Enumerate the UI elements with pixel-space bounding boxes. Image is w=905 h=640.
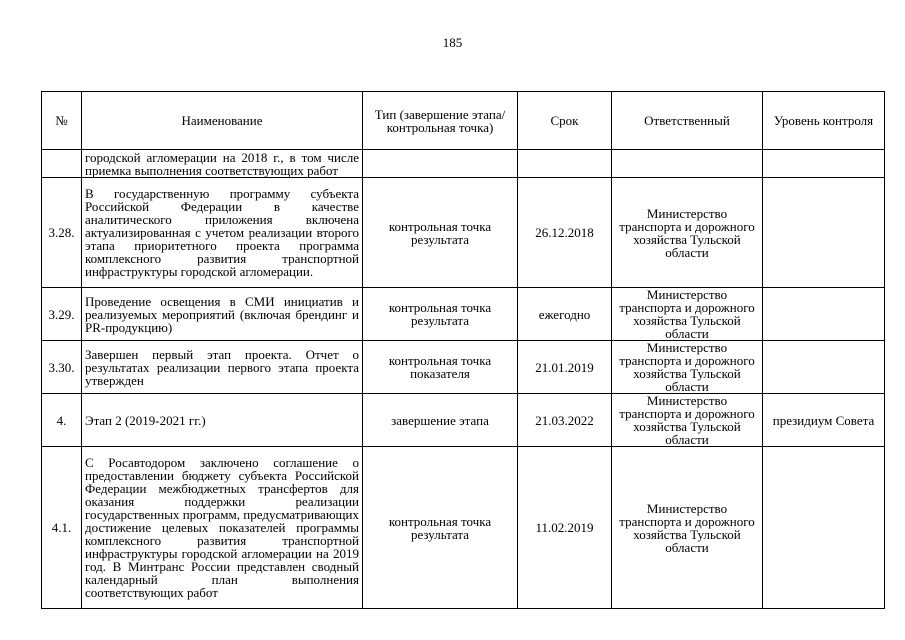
table-header-row (42, 92, 885, 150)
row-num (42, 150, 82, 178)
row-name: Завершен первый этап проекта. Отчет о результатах реализации первого этапа проекта утвержден (82, 341, 363, 394)
row-num: 3.29. (42, 288, 82, 341)
row-type: контрольная точка результата (363, 178, 518, 288)
row-date (518, 150, 612, 178)
row-responsible: Министерство транспорта и дорожного хозяйства Тульской области (612, 341, 763, 394)
row-responsible: Министерство транспорта и дорожного хозяйства Тульской области (612, 178, 763, 288)
table-row (42, 341, 885, 394)
col-header-num: № (42, 92, 82, 150)
table-row (42, 394, 885, 447)
row-name: городской агломерации на 2018 г., в том числе приемка выполнения соответствующих работ (82, 150, 363, 178)
row-level (763, 150, 885, 178)
row-date: 21.01.2019 (518, 341, 612, 394)
row-name: Этап 2 (2019-2021 гг.) (82, 394, 363, 447)
row-num: 3.30. (42, 341, 82, 394)
row-responsible (612, 150, 763, 178)
col-header-responsible: Ответственный (612, 92, 763, 150)
row-name: С Росавтодором заключено соглашение о предоставлении бюджету субъекта Российской Федерации межбюджетных трансфертов для оказания поддержки реализации государственных программ, предусматривающих достижение целевых показателей программы комплексного развития транспортной инфраструктуры городской агломерации на 2019 год. В Минтранс России представлен сводный календарный план выполнения соответствующих работ (82, 447, 363, 609)
row-type: контрольная точка результата (363, 447, 518, 609)
table-row (42, 288, 885, 341)
row-num: 3.28. (42, 178, 82, 288)
row-date: ежегодно (518, 288, 612, 341)
row-level (763, 447, 885, 609)
col-header-name: Наименование (82, 92, 363, 150)
row-level (763, 178, 885, 288)
row-type: контрольная точка результата (363, 288, 518, 341)
table-row (42, 178, 885, 288)
row-level (763, 288, 885, 341)
row-num: 4. (42, 394, 82, 447)
row-type: контрольная точка показателя (363, 341, 518, 394)
row-date: 11.02.2019 (518, 447, 612, 609)
row-type (363, 150, 518, 178)
control-points-table (41, 91, 885, 609)
row-num: 4.1. (42, 447, 82, 609)
table-row (42, 447, 885, 609)
row-name: В государственную программу субъекта Российской Федерации в качестве аналитического приложения включена актуализированная с учетом реализации второго этапа приоритетного проекта программа комплексного развития транспортной инфраструктуры городской агломерации. (82, 178, 363, 288)
row-responsible: Министерство транспорта и дорожного хозяйства Тульской области (612, 394, 763, 447)
row-date: 26.12.2018 (518, 178, 612, 288)
row-level: президиум Совета (763, 394, 885, 447)
page-number: 185 (442, 35, 463, 50)
row-name: Проведение освещения в СМИ инициатив и реализуемых мероприятий (включая брендинг и PR-продукцию) (82, 288, 363, 341)
row-responsible: Министерство транспорта и дорожного хозяйства Тульской области (612, 288, 763, 341)
row-responsible: Министерство транспорта и дорожного хозяйства Тульской области (612, 447, 763, 609)
row-type: завершение этапа (363, 394, 518, 447)
row-date: 21.03.2022 (518, 394, 612, 447)
col-header-level: Уровень контроля (763, 92, 885, 150)
col-header-date: Срок (518, 92, 612, 150)
col-header-type: Тип (завершение этапа/контрольная точка) (363, 92, 518, 150)
row-level (763, 341, 885, 394)
table-row (42, 150, 885, 178)
